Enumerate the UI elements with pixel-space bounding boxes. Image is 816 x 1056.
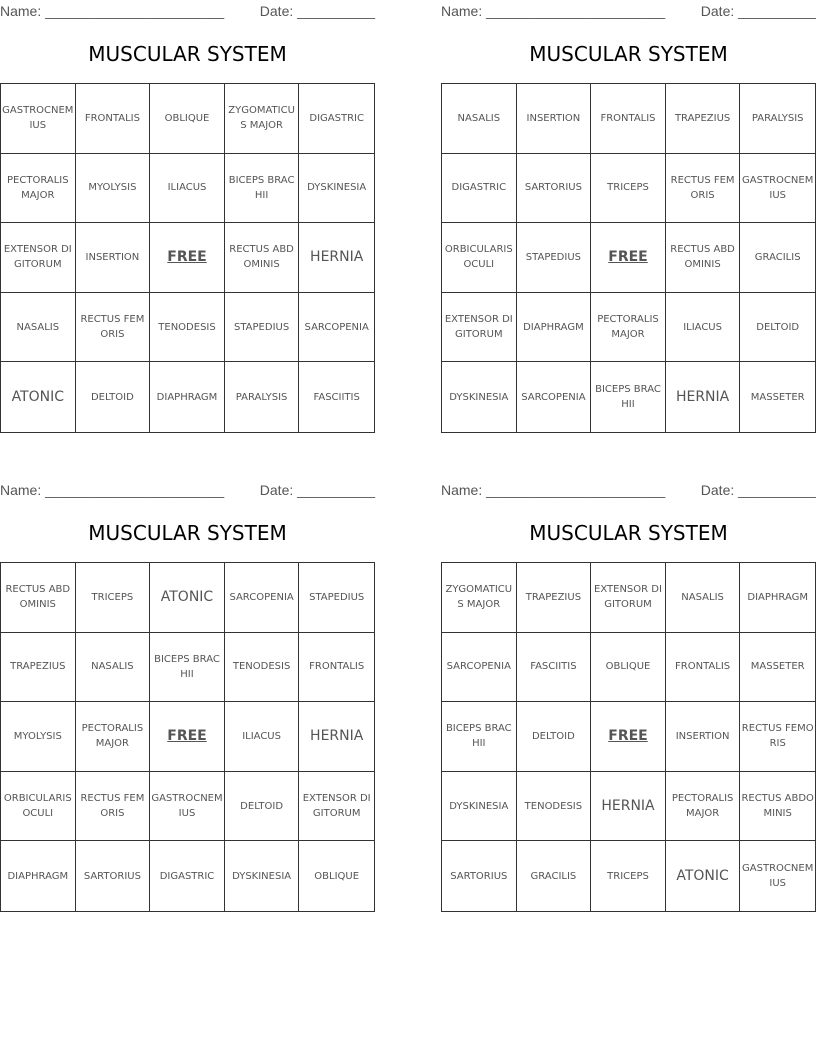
bingo-cell[interactable]: ILIACUS xyxy=(666,293,741,363)
bingo-cell[interactable]: DELTOID xyxy=(225,772,300,842)
bingo-cell[interactable]: ZYGOMATICUS MAJOR xyxy=(442,563,517,633)
bingo-cell[interactable]: NASALIS xyxy=(442,84,517,154)
bingo-grid xyxy=(0,83,375,433)
bingo-grid xyxy=(0,562,375,912)
bingo-cell[interactable]: NASALIS xyxy=(1,293,76,363)
bingo-cell[interactable]: RECTUS ABDOMINIS xyxy=(666,223,741,293)
bingo-cell[interactable]: FRONTALIS xyxy=(666,633,741,703)
bingo-cell[interactable]: SARCOPENIA xyxy=(225,563,300,633)
bingo-cell[interactable]: TRICEPS xyxy=(76,563,151,633)
bingo-cell[interactable]: SARTORIUS xyxy=(442,841,517,911)
bingo-cell[interactable]: DYSKINESIA xyxy=(225,841,300,911)
bingo-cell[interactable]: DYSKINESIA xyxy=(442,362,517,432)
bingo-cell[interactable]: PECTORALIS MAJOR xyxy=(591,293,666,363)
bingo-cell[interactable]: MYOLYSIS xyxy=(1,702,76,772)
bingo-cell[interactable]: TENODESIS xyxy=(517,772,592,842)
bingo-cell[interactable]: RECTUS FEMORIS xyxy=(76,772,151,842)
bingo-cell[interactable]: RECTUS ABDOMINIS xyxy=(740,772,815,842)
bingo-cell[interactable]: TENODESIS xyxy=(150,293,225,363)
bingo-cell[interactable]: DIAPHRAGM xyxy=(740,563,815,633)
card-title: MUSCULAR SYSTEM xyxy=(88,521,287,545)
bingo-cell[interactable]: DIAPHRAGM xyxy=(517,293,592,363)
bingo-cell[interactable]: DELTOID xyxy=(517,702,592,772)
bingo-cell[interactable]: ZYGOMATICUS MAJOR xyxy=(225,84,300,154)
bingo-cell[interactable]: FASCIITIS xyxy=(517,633,592,703)
bingo-cell[interactable]: DIAPHRAGM xyxy=(150,362,225,432)
bingo-cell[interactable]: GASTROCNEMIUS xyxy=(150,772,225,842)
bingo-cell[interactable]: STAPEDIUS xyxy=(299,563,374,633)
bingo-cell[interactable]: ATONIC xyxy=(1,362,76,432)
name-date-row xyxy=(441,3,816,19)
free-space-cell[interactable]: FREE xyxy=(591,223,666,293)
date-field-label[interactable]: Date: __________ xyxy=(259,3,375,19)
bingo-cell[interactable]: MASSETER xyxy=(750,391,805,403)
bingo-cell[interactable]: SARTORIUS xyxy=(517,154,592,224)
bingo-cell[interactable]: EXTENSOR DIGITORUM xyxy=(1,223,76,293)
bingo-cell[interactable]: EXTENSOR DIGITORUM xyxy=(299,772,374,842)
bingo-cell[interactable]: DIGASTRIC xyxy=(299,84,374,154)
bingo-cell[interactable]: SARTORIUS xyxy=(76,841,151,911)
bingo-cell[interactable]: PECTORALIS MAJOR xyxy=(76,702,151,772)
bingo-cell[interactable]: TRAPEZIUS xyxy=(1,633,76,703)
name-field-label[interactable]: Name: _______________________ xyxy=(0,3,225,19)
card-title: MUSCULAR SYSTEM xyxy=(529,42,728,66)
bingo-cell[interactable]: EXTENSOR DIGITORUM xyxy=(591,563,666,633)
bingo-cell[interactable]: GASTROCNEMIUS xyxy=(1,84,76,154)
bingo-cell[interactable]: BICEPS BRACHII xyxy=(591,362,666,432)
bingo-cell[interactable]: NASALIS xyxy=(76,633,151,703)
card-title: MUSCULAR SYSTEM xyxy=(529,521,728,545)
bingo-cell[interactable]: ATONIC xyxy=(666,841,741,911)
bingo-cell[interactable]: HERNIA xyxy=(666,362,741,432)
bingo-cell[interactable]: INSERTION xyxy=(517,84,592,154)
bingo-cell[interactable]: ILIACUS xyxy=(225,702,300,772)
bingo-cell[interactable]: ORBICULARIS OCULI xyxy=(442,223,517,293)
bingo-cell[interactable]: INSERTION xyxy=(666,702,741,772)
bingo-cell[interactable]: DELTOID xyxy=(76,362,151,432)
name-field-label[interactable]: Name: _______________________ xyxy=(0,482,225,498)
bingo-cell[interactable]: RECTUS ABDOMINIS xyxy=(225,223,300,293)
bingo-cell[interactable]: OBLIQUE xyxy=(150,84,225,154)
bingo-cell[interactable]: DYSKINESIA xyxy=(442,772,517,842)
bingo-cell[interactable]: ILIACUS xyxy=(150,154,225,224)
bingo-cell[interactable]: FASCIITIS xyxy=(313,391,360,403)
bingo-cell[interactable]: TRAPEZIUS xyxy=(517,563,592,633)
name-field-label[interactable]: Name: _______________________ xyxy=(441,3,666,19)
bingo-cell[interactable]: FRONTALIS xyxy=(591,84,666,154)
bingo-cell[interactable]: FRONTALIS xyxy=(299,633,374,703)
bingo-cell[interactable]: PARALYSIS xyxy=(225,362,300,432)
bingo-grid xyxy=(441,83,816,433)
bingo-cell[interactable]: DYSKINESIA xyxy=(299,154,374,224)
bingo-cell[interactable]: BICEPS BRACHII xyxy=(150,633,225,703)
bingo-cell[interactable]: NASALIS xyxy=(666,563,741,633)
bingo-cell[interactable]: MASSETER xyxy=(740,633,815,703)
bingo-cell[interactable]: TRAPEZIUS xyxy=(666,84,741,154)
bingo-cell[interactable]: HERNIA xyxy=(299,702,374,772)
bingo-cell[interactable]: SARCOPENIA xyxy=(517,362,592,432)
bingo-cell[interactable]: GASTROCNEMIUS xyxy=(740,154,815,224)
date-field-label[interactable]: Date: __________ xyxy=(700,482,816,498)
bingo-cell[interactable]: SARCOPENIA xyxy=(442,633,517,703)
bingo-cell[interactable]: TRICEPS xyxy=(591,841,666,911)
bingo-cell[interactable]: ATONIC xyxy=(150,563,225,633)
bingo-cell[interactable]: OBLIQUE xyxy=(591,633,666,703)
bingo-cell[interactable]: INSERTION xyxy=(76,223,151,293)
free-space-cell[interactable]: FREE xyxy=(150,702,225,772)
bingo-cell[interactable]: HERNIA xyxy=(591,772,666,842)
date-field-label[interactable]: Date: __________ xyxy=(700,3,816,19)
bingo-cell[interactable]: STAPEDIUS xyxy=(517,223,592,293)
bingo-cell[interactable]: SARCOPENIA xyxy=(299,293,374,363)
bingo-cell[interactable]: RECTUS FEMORIS xyxy=(76,293,151,363)
bingo-cell[interactable]: TRICEPS xyxy=(591,154,666,224)
bingo-cell[interactable]: PECTORALIS MAJOR xyxy=(1,154,76,224)
name-date-row xyxy=(0,3,375,19)
bingo-cell[interactable]: BICEPS BRACHII xyxy=(442,702,517,772)
bingo-cell[interactable]: DIGASTRIC xyxy=(150,841,225,911)
bingo-grid xyxy=(441,562,816,912)
bingo-cell[interactable]: STAPEDIUS xyxy=(225,293,300,363)
bingo-cell[interactable]: RECTUS ABDOMINIS xyxy=(1,563,76,633)
name-date-row xyxy=(441,482,816,498)
free-space-cell[interactable]: FREE xyxy=(591,702,666,772)
bingo-cell[interactable]: RECTUS FEMORIS xyxy=(740,702,815,772)
date-field-label[interactable]: Date: __________ xyxy=(259,482,375,498)
bingo-cell[interactable]: ORBICULARIS OCULI xyxy=(1,772,76,842)
bingo-cell[interactable]: RECTUS FEMORIS xyxy=(666,154,741,224)
bingo-cell[interactable]: BICEPS BRACHII xyxy=(225,154,300,224)
bingo-cell[interactable]: PARALYSIS xyxy=(740,84,815,154)
bingo-cell[interactable]: TENODESIS xyxy=(225,633,300,703)
bingo-cell[interactable]: DIGASTRIC xyxy=(442,154,517,224)
bingo-cell[interactable]: DELTOID xyxy=(740,293,815,363)
bingo-cell[interactable]: FRONTALIS xyxy=(76,84,151,154)
bingo-cell[interactable]: OBLIQUE xyxy=(314,870,360,882)
name-field-label[interactable]: Name: _______________________ xyxy=(441,482,666,498)
bingo-cell[interactable]: GRACILIS xyxy=(740,223,815,293)
bingo-cell[interactable]: HERNIA xyxy=(299,223,374,293)
name-date-row xyxy=(0,482,375,498)
bingo-cell[interactable]: DIAPHRAGM xyxy=(1,841,76,911)
bingo-cell[interactable]: GRACILIS xyxy=(517,841,592,911)
card-title: MUSCULAR SYSTEM xyxy=(88,42,287,66)
bingo-cell[interactable]: PECTORALIS MAJOR xyxy=(666,772,741,842)
free-space-cell[interactable]: FREE xyxy=(150,223,225,293)
bingo-cell[interactable]: GASTROCNEMIUS xyxy=(742,863,814,890)
bingo-cell[interactable]: MYOLYSIS xyxy=(76,154,151,224)
bingo-cell[interactable]: EXTENSOR DIGITORUM xyxy=(442,293,517,363)
